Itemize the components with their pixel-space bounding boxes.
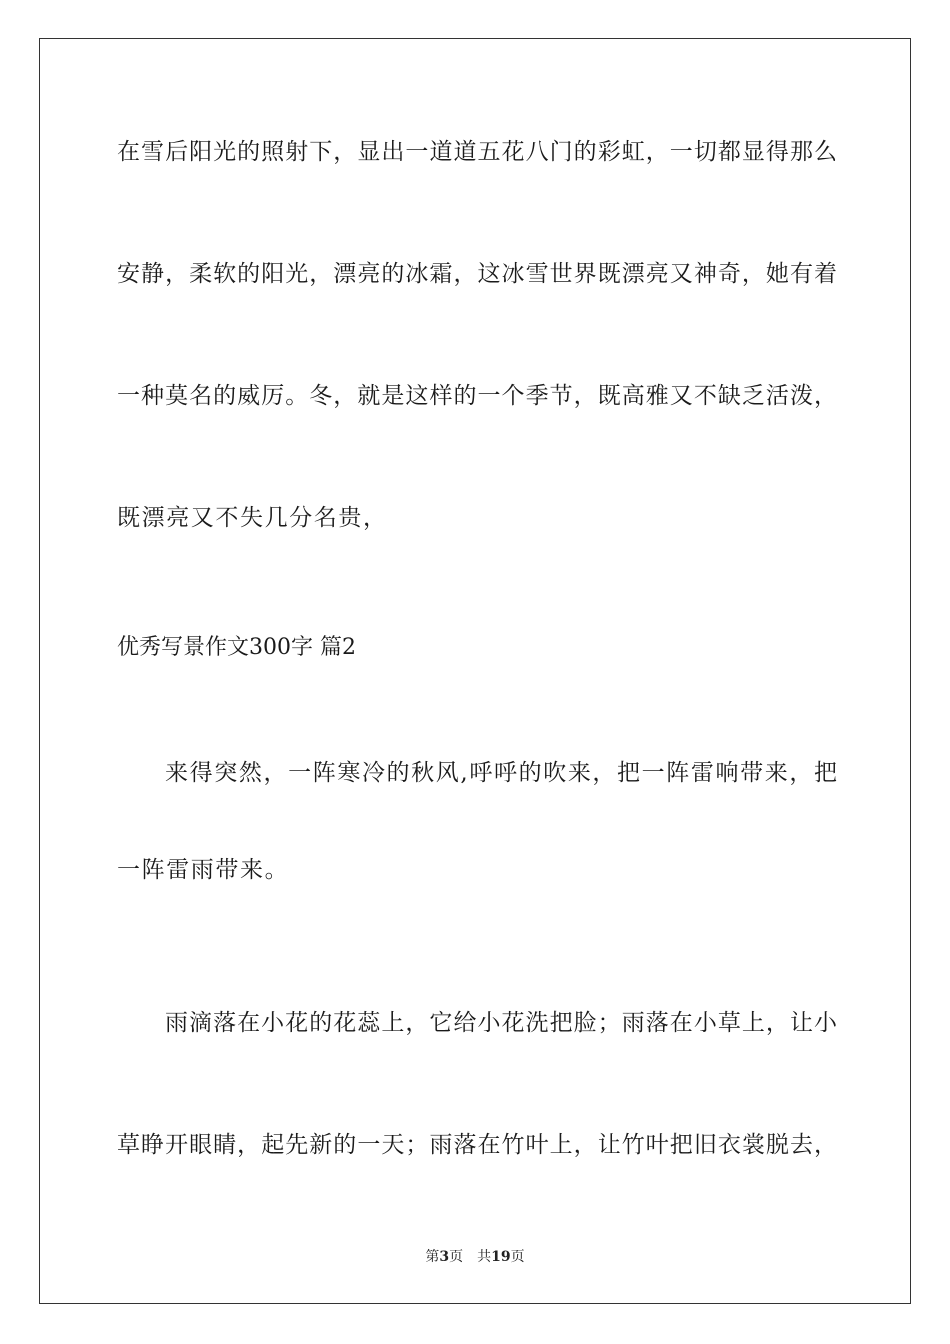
page-footer (0, 1247, 950, 1267)
page-suffix: 页 (449, 1249, 464, 1265)
text-line: 来得突然，一阵寒冷的秋风,呼呼的吹来，把一阵雷响带来，把 (165, 760, 837, 786)
text-line: 安静，柔软的阳光，漂亮的冰霜，这冰雪世界既漂亮又神奇，她有着 (117, 261, 837, 287)
text-line: 一种莫名的威厉。冬，就是这样的一个季节，既高雅又不缺乏活泼， (117, 383, 837, 409)
page-number: 3 (439, 1249, 450, 1265)
page-prefix: 第 (425, 1249, 440, 1265)
text-line: 既漂亮又不失几分名贵， (117, 505, 388, 531)
total-prefix: 共 (477, 1249, 492, 1265)
text-line: 一阵雷雨带来。 (117, 857, 290, 883)
page-border (39, 38, 911, 1304)
text-line: 草睁开眼睛，起先新的一天；雨落在竹叶上，让竹叶把旧衣裳脱去， (117, 1132, 837, 1158)
text-line: 雨滴落在小花的花蕊上，它给小花洗把脸；雨落在小草上，让小 (165, 1010, 837, 1036)
total-suffix: 页 (510, 1249, 525, 1265)
section-heading: 优秀写景作文300字 篇2 (117, 635, 356, 660)
text-line: 在雪后阳光的照射下，显出一道道五花八门的彩虹，一切都显得那么 (117, 139, 837, 165)
total-pages: 19 (491, 1249, 511, 1265)
